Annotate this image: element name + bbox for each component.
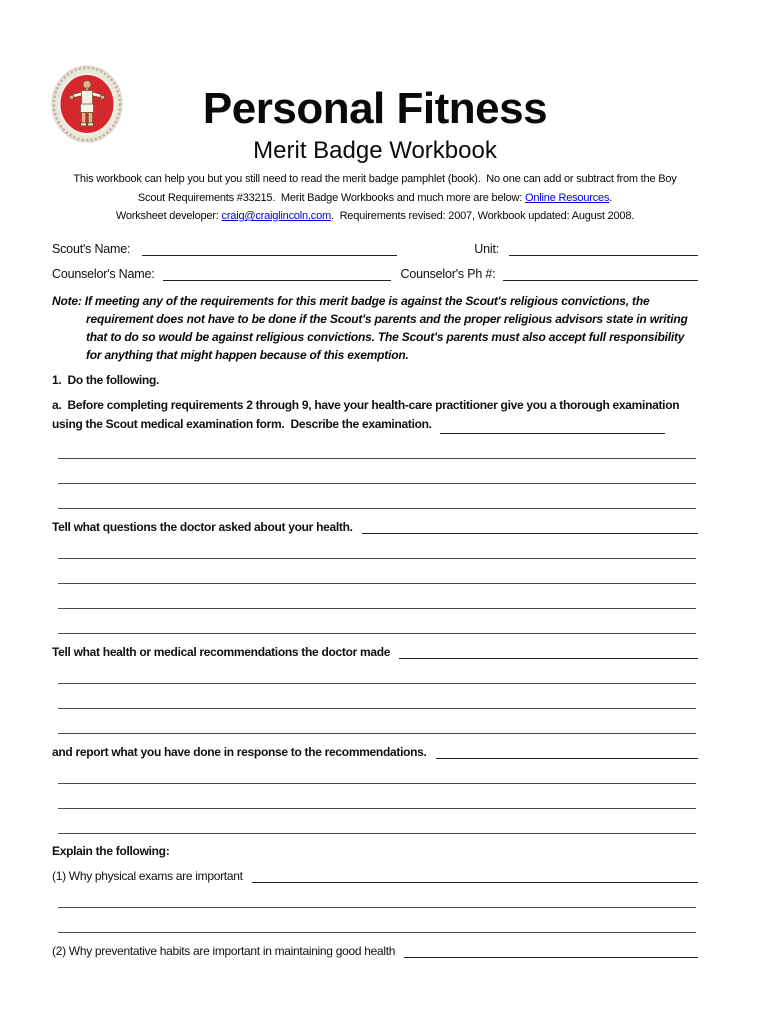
requirement-1a-text: a. Before completing requirements 2 through 9, have your health-care practitioner give you a thorough examination using the Scout medical examination form. Describe the examination. [52, 397, 683, 431]
personal-fitness-merit-badge-icon [50, 64, 124, 144]
answer-line [58, 459, 696, 484]
answer-line [58, 709, 696, 734]
intro-line-2-period: . [609, 191, 613, 204]
scout-name-field-line [142, 243, 397, 256]
explain-heading: Explain the following: [52, 843, 170, 858]
answer-line [58, 883, 696, 908]
requirement-1a [52, 396, 698, 434]
explain-q1-answer-line [252, 870, 698, 883]
scout-name-row [52, 239, 698, 256]
page-title: Personal Fitness [202, 84, 548, 133]
answer-line [58, 559, 696, 584]
doctor-questions-answer-line [362, 521, 698, 534]
note-text: If meeting any of the requirements for this merit badge is against the Scout's religious convictions, the requirement does not have to be done if the Scout's parents and the proper religious advisors state in writing that to do so would be against religious convictions. The Scout's parents must also accept full responsibility for anything that might happen because of this exemption. [81, 293, 691, 362]
answer-line [58, 908, 696, 933]
doctor-questions-prompt-row [52, 509, 698, 534]
note-label: Note: [52, 293, 82, 308]
explain-q1-prompt: (1) Why physical exams are important [52, 868, 243, 883]
answer-line [58, 534, 696, 559]
explain-q2-row [52, 933, 698, 958]
counselor-name-label: Counselor's Name: [52, 266, 155, 281]
answer-line [58, 759, 696, 784]
intro-line-3: Worksheet developer: [115, 210, 222, 222]
recommendations-prompt: Tell what health or medical recommendations the doctor made [52, 644, 391, 659]
explain-q1-row [52, 859, 698, 883]
doctor-questions-prompt: Tell what questions the doctor asked about your health. [52, 519, 353, 534]
answer-line [58, 584, 696, 609]
intro-paragraph [52, 170, 698, 226]
explain-q2-answer-line [404, 945, 698, 958]
recommendations-answer-line [399, 646, 698, 659]
answer-line [58, 484, 696, 509]
religious-exemption-note [52, 292, 698, 364]
intro-line-2: Scout Requirements #33215. Merit Badge Workbooks and much more are below: [137, 191, 526, 204]
response-answer-line [436, 746, 698, 759]
unit-field-line [509, 243, 698, 256]
counselor-phone-field-line [503, 268, 698, 281]
unit-label: Unit: [474, 241, 499, 256]
recommendations-prompt-row [52, 634, 698, 659]
answer-line [58, 434, 696, 459]
explain-q2-prompt: (2) Why preventative habits are important in maintaining good health [52, 943, 396, 958]
intro-line-1: This workbook can help you but you still need to read the merit badge pamphlet (book). No one can add or subtract from the Boy [73, 173, 677, 185]
counselor-row [52, 264, 698, 281]
answer-line [58, 784, 696, 809]
requirement-1-heading: 1. Do the following. [52, 372, 160, 387]
counselor-phone-label: Counselor's Ph #: [400, 266, 496, 281]
counselor-name-field-line [163, 268, 391, 281]
intro-line-3-rest: . Requirements revised: 2007, Workbook updated: August 2008. [331, 210, 635, 222]
scout-name-label: Scout's Name: [52, 241, 131, 256]
online-resources-link[interactable]: Online Resources [525, 191, 610, 204]
answer-line [58, 684, 696, 709]
answer-line [58, 609, 696, 634]
answer-line [58, 659, 696, 684]
response-prompt-row [52, 734, 698, 759]
response-prompt: and report what you have done in response to the recommendations. [52, 744, 427, 759]
page-subtitle: Merit Badge Workbook [253, 137, 497, 164]
developer-email-link[interactable]: craig@craiglincoln.com [221, 210, 331, 222]
answer-line [58, 809, 696, 834]
exam-description-answer-line [440, 422, 665, 434]
